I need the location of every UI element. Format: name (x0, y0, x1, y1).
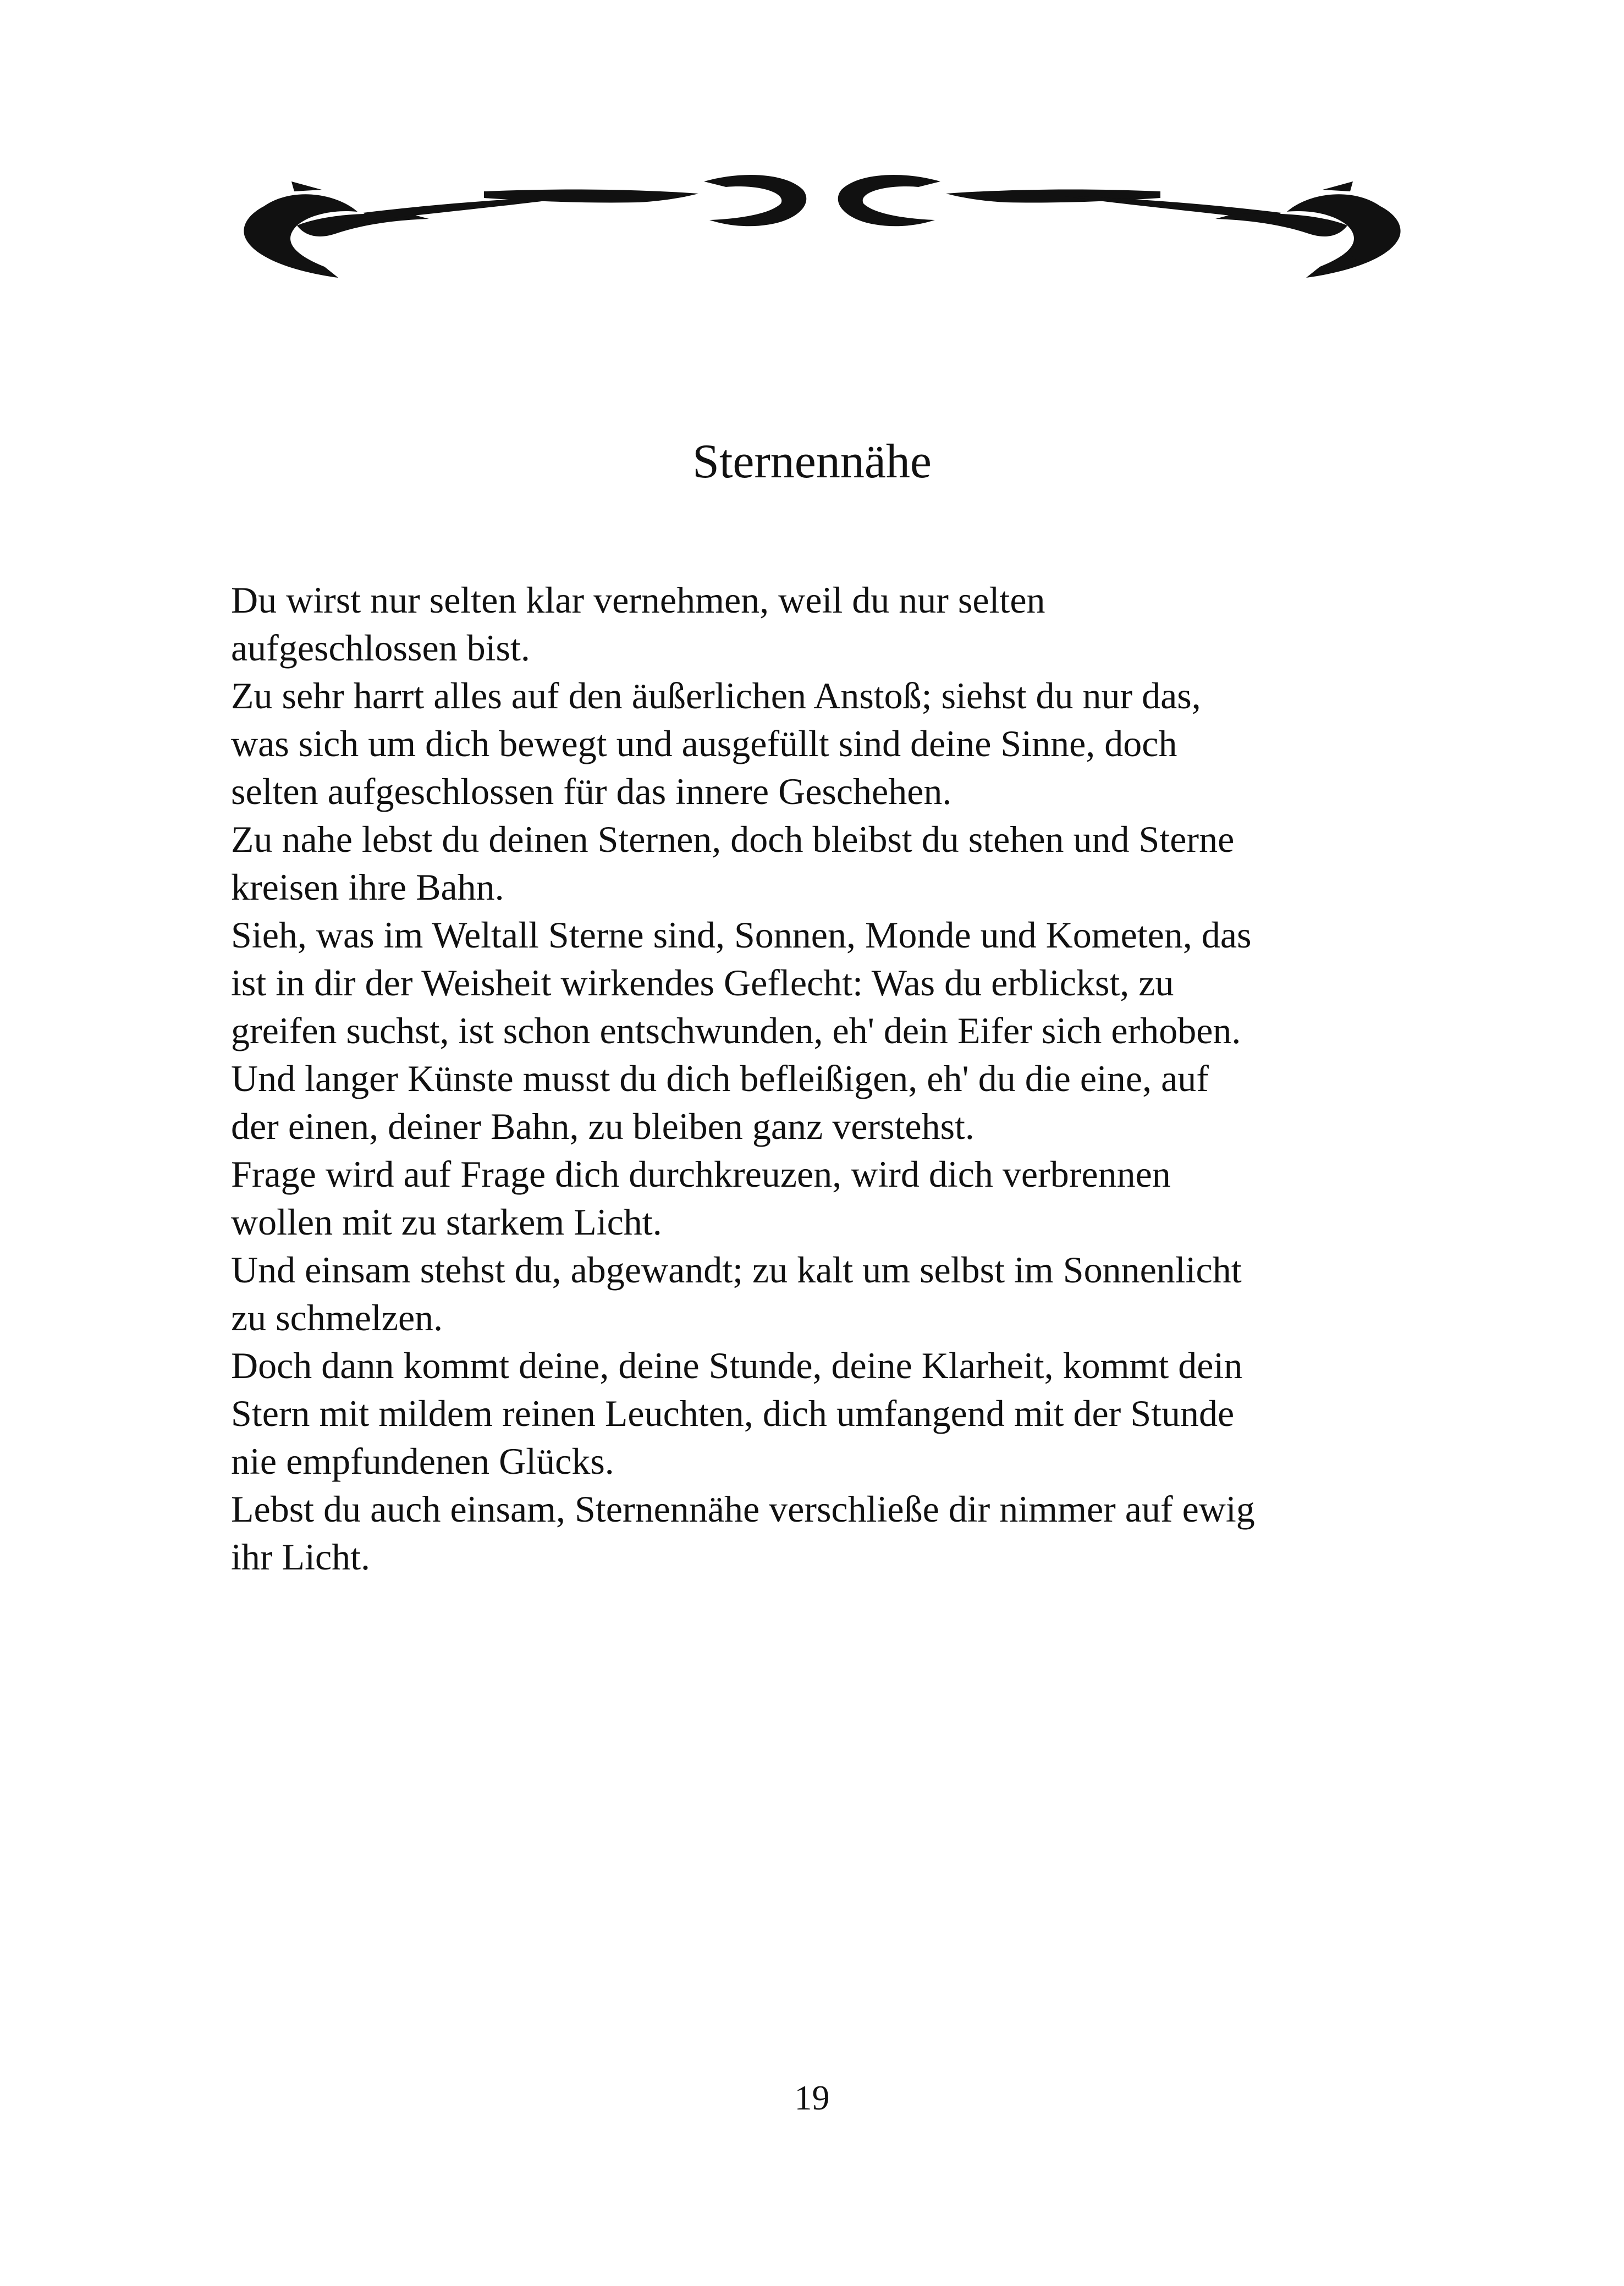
text-line: Stern mit mildem reinen Leuchten, dich umfangend mit der Stunde (231, 1392, 1235, 1434)
text-line: kreisen ihre Bahn. (231, 866, 504, 908)
text-line: ihr Licht. (231, 1536, 371, 1578)
text-line: wollen mit zu starkem Licht. (231, 1201, 662, 1243)
text-line: selten aufgeschlossen für das innere Geschehen. (231, 770, 952, 812)
text-line: Du wirst nur selten klar vernehmen, weil du nur selten (231, 579, 1045, 621)
text-line: nie empfundenen Glücks. (231, 1440, 614, 1482)
text-line: was sich um dich bewegt und ausgefüllt sind deine Sinne, doch (231, 723, 1177, 764)
text-line: Lebst du auch einsam, Sternennähe verschließe dir nimmer auf ewig (231, 1488, 1255, 1530)
text-line: greifen suchst, ist schon entschwunden, eh' dein Eifer sich erhoben. (231, 1010, 1241, 1051)
text-line: ist in dir der Weisheit wirkendes Geflecht: Was du erblickst, zu (231, 962, 1174, 1004)
text-line: der einen, deiner Bahn, zu bleiben ganz verstehst. (231, 1105, 975, 1147)
page-number: 19 (794, 2078, 830, 2117)
text-line: Zu sehr harrt alles auf den äußerlichen Anstoß; siehst du nur das, (231, 675, 1201, 717)
text-line: Und einsam stehst du, abgewandt; zu kalt um selbst im Sonnenlicht (231, 1249, 1242, 1291)
text-line: Frage wird auf Frage dich durchkreuzen, wird dich verbrennen (231, 1153, 1171, 1195)
text-line: zu schmelzen. (231, 1297, 443, 1338)
text-line: Doch dann kommt deine, deine Stunde, deine Klarheit, kommt dein (231, 1345, 1243, 1386)
text-line: Sieh, was im Weltall Sterne sind, Sonnen, Monde und Kometen, das (231, 914, 1252, 956)
text-line: aufgeschlossen bist. (231, 627, 530, 669)
poem-body (231, 576, 1430, 1581)
flourish-ornament-icon (231, 159, 1413, 291)
text-line: Und langer Künste musst du dich befleißigen, eh' du die eine, auf (231, 1057, 1209, 1099)
page-title: Sternennähe (692, 435, 932, 488)
text-line: Zu nahe lebst du deinen Sternen, doch bleibst du stehen und Sterne (231, 818, 1235, 860)
